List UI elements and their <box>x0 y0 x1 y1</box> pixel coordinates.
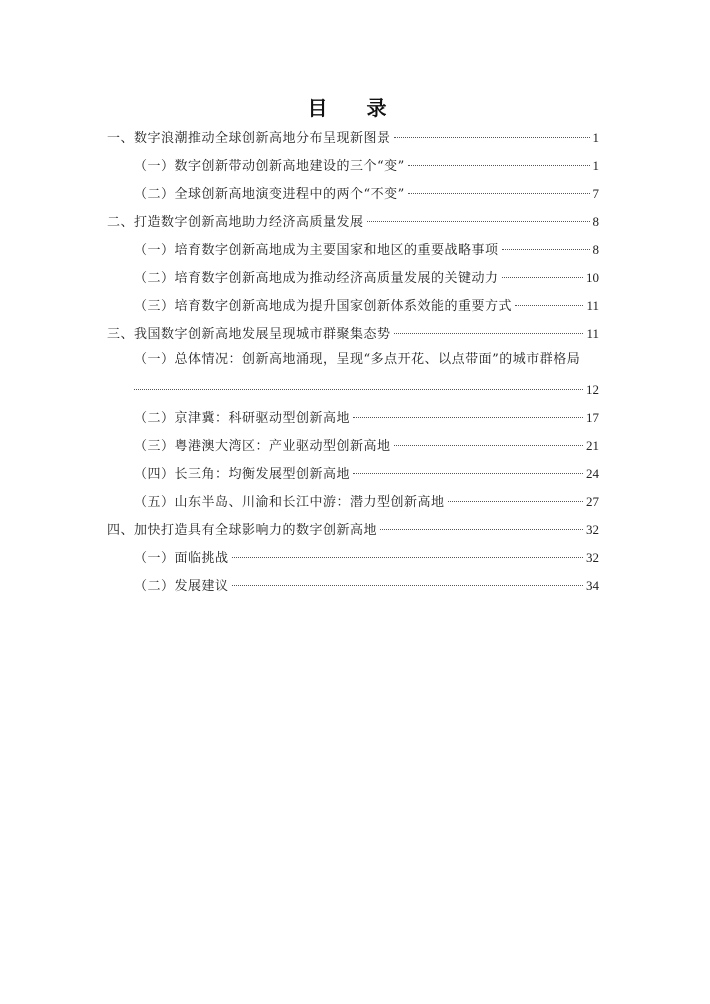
toc-entry-1[interactable] <box>107 128 599 149</box>
toc-entry-2-1[interactable] <box>134 240 599 261</box>
dot-leader <box>394 445 583 446</box>
toc-entry-4-2[interactable] <box>134 576 599 597</box>
toc-entry-label: 三、我国数字创新高地发展呈现城市群聚集态势 <box>107 327 391 342</box>
toc-page-number: 32 <box>586 522 599 537</box>
toc-entry-3-1-label[interactable]: （一）总体情况：创新高地涌现，呈现“多点开花、以点带面”的城市群格局 <box>134 352 581 367</box>
toc-entry-label: 二、打造数字创新高地助力经济高质量发展 <box>107 215 364 230</box>
toc-entry-3-1[interactable] <box>134 380 599 400</box>
dot-leader <box>502 249 590 250</box>
toc-entry-3-2[interactable] <box>134 408 599 429</box>
toc-entry-4-1[interactable] <box>134 548 599 569</box>
toc-page-number: 34 <box>586 578 599 593</box>
toc-page-number: 1 <box>592 158 599 173</box>
toc-title: 目 录 <box>307 96 403 120</box>
toc-entry-2-2[interactable] <box>134 268 599 289</box>
toc-entry-label: （二）培育数字创新高地成为推动经济高质量发展的关键动力 <box>134 271 499 286</box>
toc-entry-label: 一、数字浪潮推动全球创新高地分布呈现新图景 <box>107 131 391 146</box>
toc-entry-label: （一）数字创新带动创新高地建设的三个“变” <box>134 159 405 174</box>
toc-page-number: 7 <box>592 186 599 201</box>
dot-leader <box>408 165 590 166</box>
toc-entry-4[interactable] <box>107 520 599 541</box>
toc-entry-1-1[interactable] <box>134 156 599 177</box>
toc-entry-label: （三）粤港澳大湾区：产业驱动型创新高地 <box>134 439 391 454</box>
dot-leader <box>394 137 590 138</box>
toc-page-number: 8 <box>592 214 599 229</box>
toc-entry-3-3[interactable] <box>134 436 599 457</box>
dot-leader <box>353 473 583 474</box>
toc-page-number: 21 <box>586 438 599 453</box>
dot-leader <box>408 193 590 194</box>
dot-leader <box>134 389 583 390</box>
toc-entry-label: （二）发展建议 <box>134 579 229 594</box>
toc-entry-label: （一）培育数字创新高地成为主要国家和地区的重要战略事项 <box>134 243 499 258</box>
toc-entry-label: （五）山东半岛、川渝和长江中游：潜力型创新高地 <box>134 495 445 510</box>
toc-page-number: 24 <box>586 466 599 481</box>
toc-page-number: 32 <box>586 550 599 565</box>
toc-page-number: 11 <box>586 326 599 341</box>
dot-leader <box>502 277 583 278</box>
dot-leader <box>394 333 584 334</box>
toc-page-number: 12 <box>586 382 599 397</box>
toc-entry-label: （二）京津冀：科研驱动型创新高地 <box>134 411 351 426</box>
toc-entry-3-4[interactable] <box>134 464 599 485</box>
toc-page-number: 1 <box>592 130 599 145</box>
toc-entry-label: （一）面临挑战 <box>134 551 229 566</box>
dot-leader <box>232 585 583 586</box>
toc-entry-label: （三）培育数字创新高地成为提升国家创新体系效能的重要方式 <box>134 299 513 314</box>
toc-page-number: 10 <box>586 270 599 285</box>
dot-leader <box>380 529 583 530</box>
toc-page-number: 8 <box>592 242 599 257</box>
dot-leader <box>353 417 583 418</box>
dot-leader <box>367 221 590 222</box>
dot-leader <box>448 501 583 502</box>
toc-entry-label: （四）长三角：均衡发展型创新高地 <box>134 467 351 482</box>
dot-leader <box>515 305 583 306</box>
toc-entry-2[interactable] <box>107 212 599 233</box>
dot-leader <box>232 557 583 558</box>
toc-page-number: 27 <box>586 494 599 509</box>
toc-entry-3-5[interactable] <box>134 492 599 513</box>
toc-page-number: 17 <box>586 410 599 425</box>
toc-entry-label: （二）全球创新高地演变进程中的两个“不变” <box>134 187 405 202</box>
toc-entry-2-3[interactable] <box>134 296 599 317</box>
toc-entry-3[interactable] <box>107 324 599 345</box>
toc-page-number: 11 <box>586 298 599 313</box>
toc-entry-label: 四、加快打造具有全球影响力的数字创新高地 <box>107 523 378 538</box>
toc-entry-1-2[interactable] <box>134 184 599 205</box>
